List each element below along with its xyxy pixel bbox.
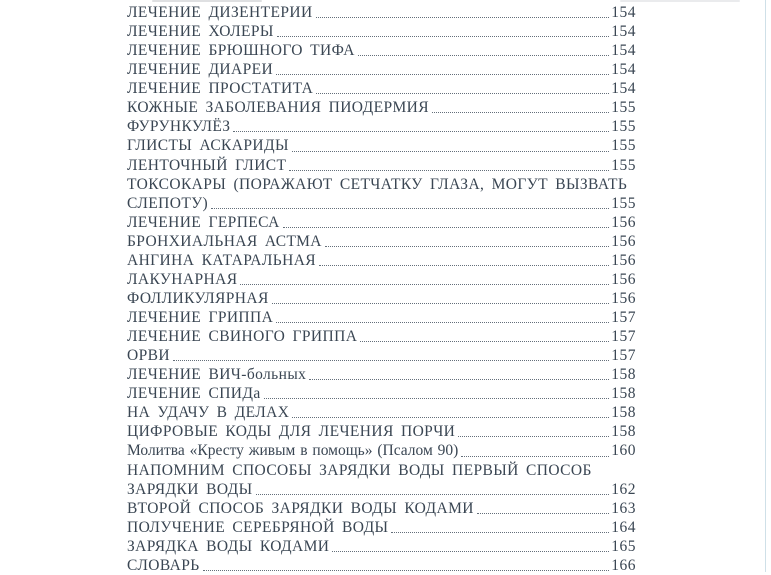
toc-entry-label: ЛЕЧЕНИЕ ГЕРПЕСА: [127, 213, 280, 231]
toc-entry: [127, 403, 636, 422]
toc-entry-label: ЛЕЧЕНИЕ БРЮШНОГО ТИФА: [127, 42, 355, 60]
toc-entry-label: ВТОРОЙ СПОСОБ ЗАРЯДКИ ВОДЫ КОДАМИ: [127, 499, 474, 517]
toc-entry-page: 155: [611, 156, 636, 174]
toc-entry-label: ЛЕЧЕНИЕ ДИАРЕИ: [127, 61, 274, 79]
toc-entry: [127, 537, 636, 556]
toc-entry-label: ГЛИСТЫ АСКАРИДЫ: [127, 137, 289, 155]
toc-entry: [127, 79, 636, 98]
toc-entry-page: 155: [611, 118, 636, 136]
toc-entry-page: 154: [611, 23, 636, 41]
toc-entry-page: 156: [611, 232, 636, 250]
toc-entry: [127, 232, 636, 251]
toc-entry-page: 157: [611, 309, 636, 326]
toc-entry-label: ТОКСОКАРЫ (ПОРАЖАЮТ СЕТЧАТКУ ГЛАЗА, МОГУТ ВЫЗВАТЬ: [127, 175, 628, 193]
toc-entry-label: ЛЕЧЕНИЕ ПРОСТАТИТА: [127, 80, 314, 98]
dot-leader: [432, 112, 609, 113]
dot-leader: [477, 513, 609, 514]
toc-entry-label: ЛЕЧЕНИЕ СПИДа: [127, 385, 261, 403]
dot-leader: [211, 208, 609, 209]
toc-entry: [127, 98, 636, 117]
toc-entry-label: ЗАРЯДКИ ВОДЫ: [127, 480, 253, 498]
toc-entry-label: СЛОВАРЬ: [127, 556, 200, 574]
scan-artifact: [620, 0, 740, 2]
toc-entry-page: 164: [611, 518, 636, 536]
toc-entry-page: 155: [611, 99, 636, 117]
toc-entry-label: НАПОМНИМ СПОСОБЫ ЗАРЯДКИ ВОДЫ ПЕРВЫЙ СПОСОБ: [127, 461, 592, 479]
toc-entry-label: ФОЛЛИКУЛЯРНАЯ: [127, 289, 269, 307]
toc-entry: [127, 441, 636, 460]
toc-entry: [127, 556, 636, 575]
dot-leader: [283, 227, 610, 228]
toc-entry: [127, 22, 636, 41]
toc-entry-label: АНГИНА КАТАРАЛЬНАЯ: [127, 251, 317, 269]
dot-leader: [276, 74, 609, 75]
dot-leader: [332, 551, 609, 552]
toc-entry: [127, 136, 636, 155]
toc-entry-label: ЛЕЧЕНИЕ ВИЧ-больных: [127, 366, 307, 384]
toc-entry-label: ЗАРЯДКА ВОДЫ КОДАМИ: [127, 537, 330, 555]
dot-leader: [272, 303, 610, 304]
toc-entry-label: СЛЕПОТУ): [127, 194, 209, 212]
toc-entry-page: 156: [611, 213, 636, 231]
dot-leader: [256, 494, 610, 495]
toc-entry: [127, 327, 636, 346]
toc-entry-label: ПОЛУЧЕНИЕ СЕРЕБРЯНОЙ ВОДЫ: [127, 518, 389, 536]
toc-entry: [127, 3, 636, 22]
toc-entry: [127, 480, 636, 499]
toc-entry-label: НА УДАЧУ В ДЕЛАХ: [127, 404, 290, 422]
toc-entry: [127, 422, 636, 441]
dot-leader: [289, 170, 609, 171]
toc-entry: [127, 251, 636, 270]
dot-leader: [264, 398, 610, 399]
toc-entry-page: 156: [611, 289, 636, 307]
dot-leader: [360, 341, 609, 342]
dot-leader: [233, 131, 609, 132]
toc-entry: [127, 270, 636, 289]
dot-leader: [309, 379, 609, 380]
toc-entry-page: 158: [611, 385, 636, 403]
toc-entry-page: 154: [611, 42, 636, 60]
dot-leader: [316, 17, 610, 18]
toc-entry-label: ЛАКУНАРНАЯ: [127, 270, 238, 288]
dot-leader: [458, 436, 609, 437]
toc-entry: [127, 41, 636, 60]
dot-leader: [391, 532, 609, 533]
toc-entry: [127, 499, 636, 518]
toc-entry-page: 155: [611, 137, 636, 155]
toc-entry-page: 154: [611, 61, 636, 79]
toc-entry: [127, 461, 636, 480]
toc-entry-page: 156: [611, 270, 636, 288]
toc-entry-page: 156: [611, 251, 636, 269]
toc-entry-label: ФУРУНКУЛЁЗ: [127, 118, 231, 136]
toc-entry-page: 158: [611, 366, 636, 384]
toc-entry-label: КОЖНЫЕ ЗАБОЛЕВАНИЯ ПИОДЕРМИЯ: [127, 99, 429, 117]
dot-leader: [173, 360, 609, 361]
toc-entry-page: 166: [611, 556, 636, 574]
toc-entry-label: ЛЕЧЕНИЕ СВИНОГО ГРИППА: [127, 328, 358, 346]
toc-entry-page: 158: [611, 404, 636, 422]
toc-entry-label: БРОНХИАЛЬНАЯ АСТМА: [127, 232, 322, 250]
dot-leader: [292, 417, 609, 418]
dot-leader: [276, 322, 609, 323]
dot-leader: [316, 93, 609, 94]
toc-entry: [127, 518, 636, 537]
toc-entry-page: 155: [611, 194, 636, 212]
toc-entry: [127, 213, 636, 232]
toc-entry: [127, 194, 636, 213]
toc-entry-page: 163: [611, 499, 636, 517]
toc-entry: [127, 60, 636, 79]
toc-entry: [127, 117, 636, 136]
toc-entry-page: 154: [611, 80, 636, 98]
toc-entry-label: ЛЕНТОЧНЫЙ ГЛИСТ: [127, 156, 287, 174]
toc-entry-page: 157: [611, 328, 636, 346]
toc-entry-label: ЛЕЧЕНИЕ ДИЗЕНТЕРИИ: [127, 4, 313, 21]
dot-leader: [461, 456, 609, 457]
toc-entry-page: 157: [611, 347, 636, 365]
toc-entry-page: 158: [611, 423, 636, 441]
toc-entry-label: Молитва «Кресту живым в помощь» (Псалом 90): [127, 442, 459, 460]
dot-leader: [319, 265, 609, 266]
toc-entry-label: ЛЕЧЕНИЕ ХОЛЕРЫ: [127, 23, 274, 41]
toc-entry: [127, 308, 636, 327]
toc-entry-label: ЛЕЧЕНИЕ ГРИППА: [127, 309, 274, 326]
dot-leader: [358, 55, 609, 56]
dot-leader: [292, 151, 609, 152]
toc-entry-label: ЦИФРОВЫЕ КОДЫ ДЛЯ ЛЕЧЕНИЯ ПОРЧИ: [127, 423, 456, 441]
toc-entry: [127, 384, 636, 403]
toc-entry: [127, 289, 636, 308]
toc-entry: [127, 175, 636, 194]
toc-list: [127, 3, 636, 575]
toc-entry-page: 162: [611, 480, 636, 498]
toc-entry: [127, 365, 636, 384]
page-edge-line: [765, 0, 766, 572]
dot-leader: [240, 284, 609, 285]
toc-entry-label: ОРВИ: [127, 347, 170, 365]
toc-entry-page: 165: [611, 537, 636, 555]
toc-entry-page: 160: [611, 442, 636, 460]
scan-artifact: [152, 0, 262, 2]
dot-leader: [325, 246, 609, 247]
dot-leader: [277, 36, 609, 37]
toc-entry: [127, 346, 636, 365]
dot-leader: [203, 570, 610, 571]
toc-entry: [127, 156, 636, 175]
toc-entry-page: 154: [611, 4, 636, 21]
